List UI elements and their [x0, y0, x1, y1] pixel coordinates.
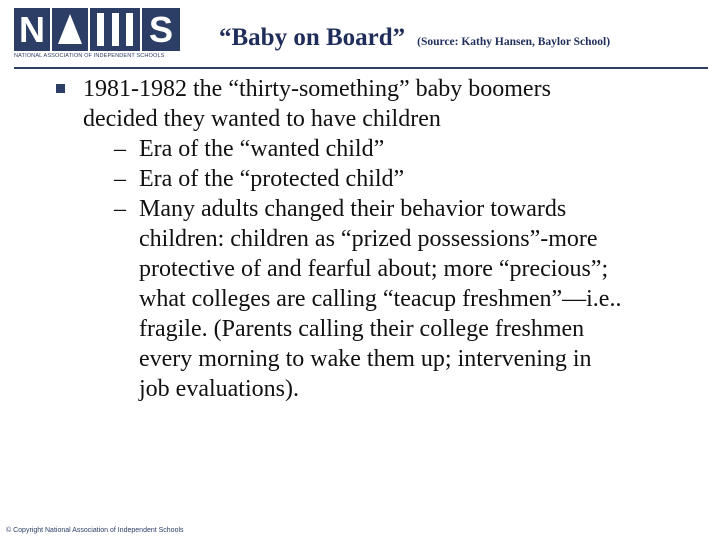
sub-bullet-text	[139, 194, 621, 404]
title-divider	[14, 67, 708, 69]
title-main: “Baby on Board”	[219, 24, 406, 51]
sub-bullet-line: what colleges are calling “teacup freshmen”—i.e..	[139, 286, 622, 312]
nais-logo-icon	[14, 8, 180, 51]
sub-bullet-text	[139, 134, 384, 164]
bullet-item	[48, 74, 688, 134]
sub-bullet-text	[139, 164, 404, 194]
sub-bullet-line: Era of the “wanted child”	[139, 136, 385, 162]
sub-bullet-line: every morning to wake them up; intervening in	[139, 346, 592, 372]
nais-logo	[14, 8, 180, 64]
logo-letter-n: N	[14, 8, 50, 51]
logo-letter-s: S	[142, 8, 180, 51]
logo-letter-a	[52, 8, 88, 51]
sub-bullet-line: fragile. (Parents calling their college freshmen	[139, 316, 585, 342]
sub-bullet-item	[114, 134, 688, 164]
copyright-footer: © Copyright National Association of Independent Schools	[6, 527, 184, 534]
sub-bullet-list	[114, 134, 688, 404]
square-bullet-icon	[56, 84, 65, 93]
slide-title	[219, 24, 610, 52]
slide-body	[48, 74, 688, 404]
sub-bullet-line: Era of the “protected child”	[139, 166, 405, 192]
bullet-line: 1981-1982 the “thirty-something” baby boomers	[83, 76, 551, 102]
sub-bullet-line: protective of and fearful about; more “precious”;	[139, 256, 609, 282]
dash-bullet: –	[114, 196, 126, 222]
title-source: (Source: Kathy Hansen, Baylor School)	[417, 36, 611, 48]
dash-bullet: –	[114, 136, 126, 162]
dash-bullet: –	[114, 166, 126, 192]
logo-letter-i	[90, 8, 140, 51]
sub-bullet-item	[114, 164, 688, 194]
sub-bullet-line: Many adults changed their behavior towards	[139, 196, 567, 222]
bullet-line: decided they wanted to have children	[83, 106, 441, 132]
logo-caption: NATIONAL ASSOCIATION OF INDEPENDENT SCHOOLS	[14, 53, 165, 59]
sub-bullet-line: job evaluations).	[139, 376, 299, 402]
sub-bullet-item	[114, 194, 688, 404]
sub-bullet-line: children: children as “prized possessions”-more	[139, 226, 598, 252]
